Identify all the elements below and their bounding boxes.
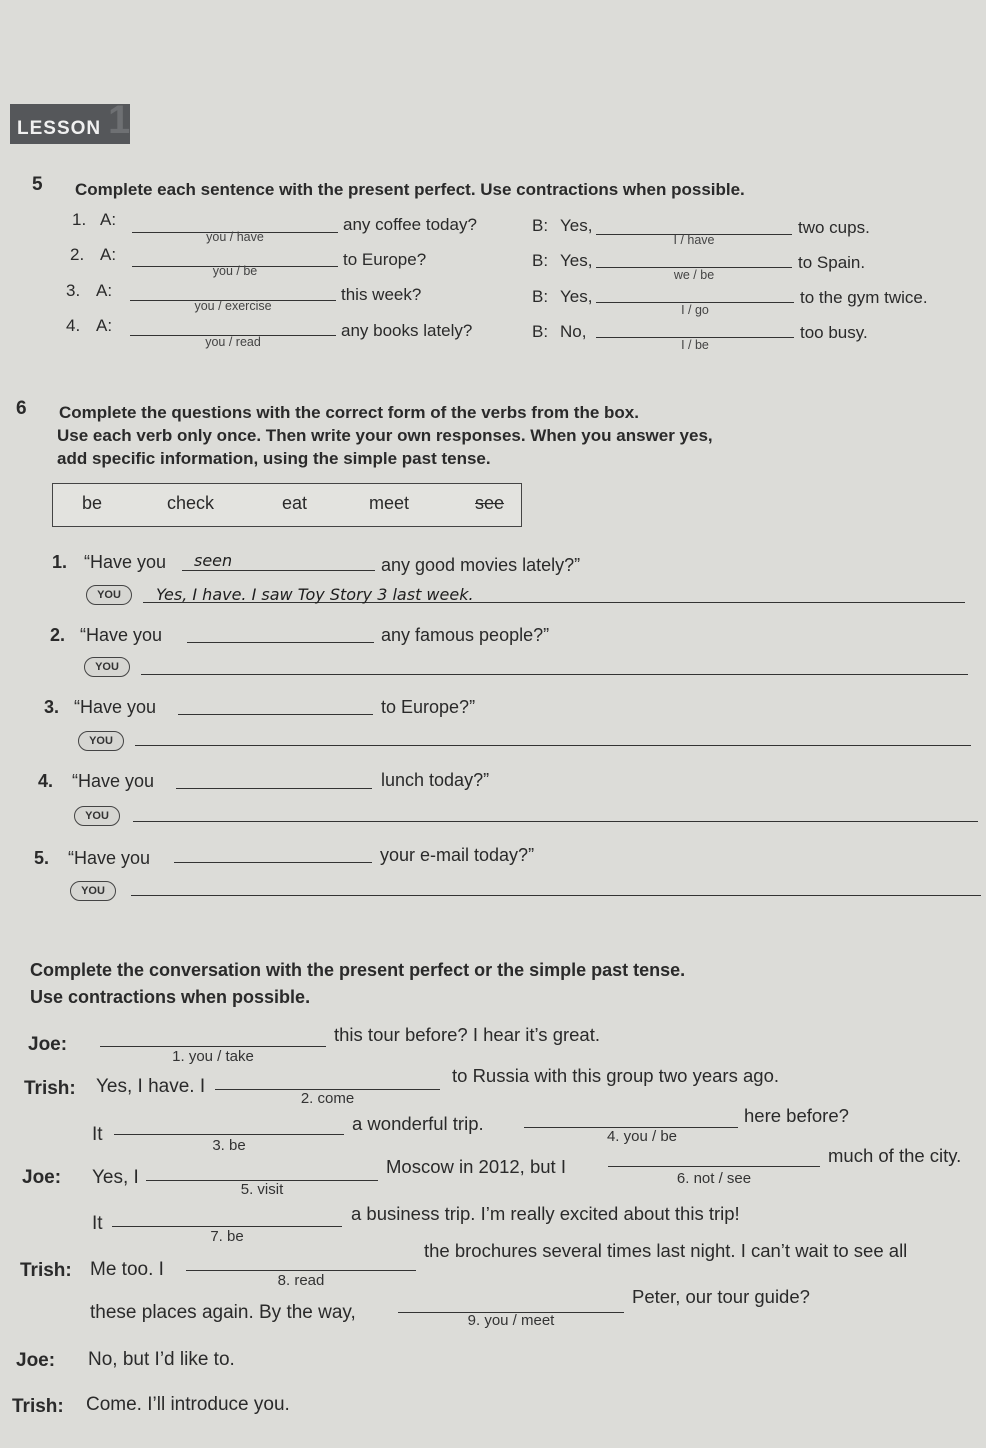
verb-hint: 8. read [277, 1272, 325, 1289]
conversation-text: Come. I’ll introduce you. [86, 1394, 290, 1415]
ex6-item-number: 1. [52, 552, 68, 572]
verb-hint: 1. you / take [172, 1048, 254, 1065]
verb-box-word: eat [282, 493, 308, 513]
response-line[interactable] [141, 674, 968, 675]
verb-hint: 4. you / be [606, 1128, 678, 1145]
speaker-a: A: [96, 316, 113, 335]
sentence-text: two cups. [798, 218, 870, 237]
conversation-text: Peter, our tour guide? [632, 1286, 810, 1307]
verb-hint: I / be [681, 338, 709, 352]
ex5-item-number: 3. [66, 281, 81, 300]
verb-hint: 6. not / see [676, 1170, 752, 1187]
exercise-6-instruction-line-1: Complete the questions with the correct form of the verbs from the box. [59, 403, 639, 422]
conversation-text: No, but I’d like to. [88, 1349, 235, 1370]
sentence-text: Yes, [560, 216, 593, 235]
question-blank[interactable] [187, 642, 374, 643]
ex6-item-number: 3. [44, 697, 60, 717]
conversation-text: Yes, I [92, 1167, 139, 1188]
speaker-b: B: [532, 216, 549, 235]
sentence-text: any coffee today? [343, 215, 477, 234]
verb-hint: I / have [673, 233, 715, 247]
speaker-a: A: [100, 245, 117, 264]
question-text: any good movies lately?” [381, 555, 581, 575]
sentence-text: too busy. [800, 323, 868, 342]
handwritten-response: Yes, I have. I saw Toy Story 3 last week. [156, 585, 474, 604]
exercise-7-instruction-line-1: Complete the conversation with the present perfect or the simple past tense. [30, 960, 686, 980]
conversation-text: much of the city. [828, 1145, 962, 1166]
verb-hint: I / go [681, 303, 709, 317]
speaker-a: A: [100, 210, 117, 229]
question-text: any famous people?” [381, 625, 550, 645]
conversation-blank[interactable] [100, 1046, 326, 1047]
sentence-text: to Spain. [798, 253, 866, 272]
conversation-blank[interactable] [186, 1270, 416, 1271]
speaker-joe: Joe: [16, 1350, 56, 1371]
verb-hint: 3. be [212, 1137, 246, 1154]
you-badge: YOU [84, 657, 130, 677]
sentence-text: Yes, [560, 287, 593, 306]
question-text: to Europe?” [381, 697, 476, 717]
speaker-b: B: [532, 322, 549, 341]
conversation-text: these places again. By the way, [90, 1302, 356, 1323]
ex6-item-number: 4. [38, 771, 54, 791]
verb-hint: 7. be [210, 1228, 244, 1245]
speaker-b: B: [532, 287, 549, 306]
ex6-item-number: 5. [34, 848, 50, 868]
verb-hint: 5. visit [240, 1181, 284, 1198]
filled-answer: seen [194, 551, 233, 570]
verb-hint: you / be [212, 264, 258, 278]
verb-box-word: be [82, 493, 103, 513]
question-blank[interactable] [176, 788, 372, 789]
exercise-5-number: 5 [32, 174, 43, 195]
speaker-trish: Trish: [12, 1396, 64, 1417]
ex5-item-number: 1. [72, 210, 87, 229]
sentence-text: this week? [341, 285, 422, 304]
sentence-text: to Europe? [343, 250, 427, 269]
speaker-b: B: [532, 251, 549, 270]
lesson-label: LESSON [17, 118, 102, 139]
question-text: “Have you [80, 625, 163, 645]
response-line[interactable] [133, 821, 978, 822]
speaker-joe: Joe: [28, 1034, 68, 1055]
lesson-number: 1 [108, 98, 131, 142]
conversation-blank[interactable] [112, 1226, 342, 1227]
speaker-trish: Trish: [24, 1078, 76, 1099]
question-text: “Have you [68, 848, 151, 868]
exercise-7-instruction-line-2: Use contractions when possible. [30, 987, 311, 1007]
you-badge: YOU [70, 881, 116, 901]
question-blank[interactable] [174, 862, 372, 863]
response-line[interactable] [131, 895, 981, 896]
question-text: your e-mail today?” [380, 845, 535, 865]
question-blank[interactable] [182, 570, 375, 571]
conversation-text: here before? [744, 1105, 849, 1126]
conversation-text: this tour before? I hear it’s great. [334, 1024, 601, 1045]
ex5-item-number: 4. [66, 316, 81, 335]
conversation-text: Me too. I [90, 1259, 164, 1280]
verb-hint: you / read [205, 335, 261, 349]
conversation-text: It [92, 1213, 103, 1234]
you-badge: YOU [78, 731, 124, 751]
ex6-item-number: 2. [50, 625, 66, 645]
sentence-text: No, [560, 322, 587, 341]
you-badge: YOU [86, 585, 132, 605]
verb-box-word: check [167, 493, 215, 513]
conversation-text: a business trip. I’m really excited about this trip! [351, 1203, 740, 1224]
speaker-trish: Trish: [20, 1260, 72, 1281]
question-text: “Have you [72, 771, 155, 791]
question-blank[interactable] [178, 714, 373, 715]
speaker-a: A: [96, 281, 113, 300]
conversation-blank[interactable] [114, 1134, 344, 1135]
sentence-text: Yes, [560, 251, 593, 270]
verb-hint: you / exercise [194, 299, 272, 313]
you-badge: YOU [74, 806, 120, 826]
speaker-joe: Joe: [22, 1167, 62, 1188]
ex5-item-number: 2. [70, 245, 85, 264]
exercise-6-instruction-line-3: add specific information, using the simple past tense. [57, 449, 491, 468]
conversation-text: a wonderful trip. [352, 1113, 484, 1134]
question-text: “Have you [84, 552, 167, 572]
conversation-text: Yes, I have. I [96, 1076, 206, 1097]
verb-hint: 9. you / meet [467, 1312, 555, 1329]
sentence-text: to the gym twice. [800, 288, 928, 307]
conversation-text: to Russia with this group two years ago. [452, 1065, 779, 1086]
conversation-text: the brochures several times last night. I can’t wait to see all [424, 1240, 908, 1261]
verb-hint: 2. come [300, 1090, 355, 1107]
response-line[interactable] [135, 745, 971, 746]
verb-box-word: meet [369, 493, 410, 513]
exercise-6-instruction-line-2: Use each verb only once. Then write your own responses. When you answer yes, [57, 426, 713, 445]
verb-hint: we / be [673, 268, 715, 282]
exercise-5-instruction: Complete each sentence with the present perfect. Use contractions when possible. [75, 180, 745, 199]
verb-hint: you / have [206, 230, 264, 244]
exercise-6-number: 6 [16, 398, 27, 419]
conversation-text: Moscow in 2012, but I [386, 1156, 566, 1177]
verb-box-word-used: see [475, 493, 505, 513]
question-text: “Have you [74, 697, 157, 717]
sentence-text: any books lately? [341, 321, 473, 340]
question-text: lunch today?” [381, 770, 490, 790]
conversation-text: It [92, 1124, 103, 1145]
conversation-blank[interactable] [608, 1166, 820, 1167]
